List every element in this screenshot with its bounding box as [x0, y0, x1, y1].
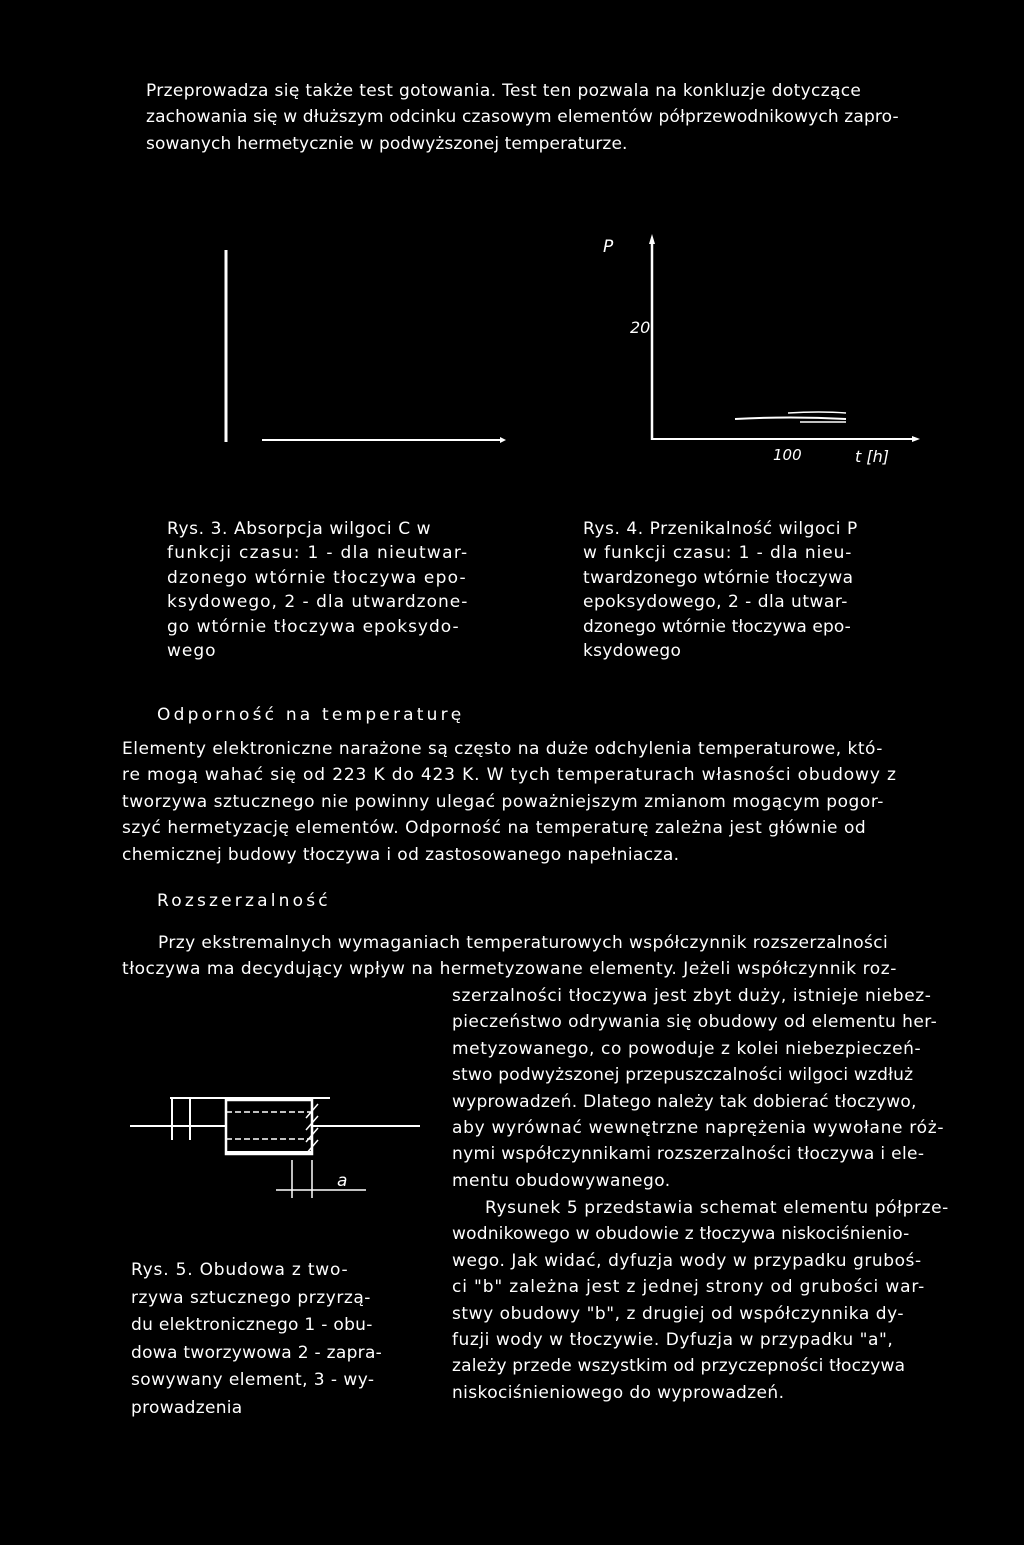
- body-line: tłoczywa ma decydujący wpływ na hermetyzowane elementy. Jeżeli współczynnik roz-: [122, 959, 897, 980]
- caption-line: funkcji czasu: 1 - dla nieutwar-: [167, 543, 469, 564]
- body-line: metyzowanego, co powoduje z kolei niebezpieczeń-: [452, 1038, 922, 1059]
- body-line: aby wyrównać wewnętrzne naprężenia wywołane róż-: [452, 1117, 945, 1138]
- body-line: Rysunek 5 przedstawia schemat elementu półprze-: [485, 1198, 949, 1218]
- body-line: zależy przede wszystkim od przyczepności tłoczywa: [452, 1356, 906, 1377]
- body-line: chemicznej budowy tłoczywa i od zastosowanego napełniacza.: [122, 844, 680, 865]
- body-line: ci "b" zależna jest z jednej strony od grubości war-: [452, 1277, 926, 1298]
- body-line: szyć hermetyzację elementów. Odporność na temperaturę zależna jest głównie od: [122, 818, 867, 839]
- caption-line: dzonego wtórnie tłoczywa epo-: [167, 567, 467, 588]
- caption-line: w funkcji czasu: 1 - dla nieu-: [583, 543, 853, 564]
- caption-line: go wtórnie tłoczywa epoksydo-: [167, 616, 460, 637]
- body-line: mentu obudowywanego.: [452, 1170, 671, 1191]
- body-line: Przy ekstremalnych wymaganiach temperaturowych współczynnik rozszerzalności: [158, 933, 889, 953]
- body-line: re mogą wahać się od 223 K do 423 K. W tych temperaturach własności obudowy z: [122, 765, 897, 786]
- intro-line: sowanych hermetycznie w podwyższonej temperaturze.: [146, 133, 628, 154]
- caption-line: epoksydowego, 2 - dla utwar-: [583, 592, 848, 613]
- fig4-x-tick: 100: [773, 446, 802, 464]
- caption-line: sowywany element, 3 - wy-: [131, 1370, 375, 1390]
- body-line: niskociśnieniowego do wyprowadzeń.: [452, 1382, 785, 1403]
- caption-line: twardzonego wtórnie tłoczywa: [583, 567, 854, 588]
- section-heading-temperature: Odporność na temperaturę: [157, 705, 465, 725]
- body-line: szerzalności tłoczywa jest zbyt duży, istnieje niebez-: [452, 986, 932, 1006]
- caption-line: Rys. 3. Absorpcja wilgoci C w: [167, 519, 432, 539]
- body-line: stwy obudowy "b", z drugiej od współczynnika dy-: [452, 1303, 905, 1324]
- caption-line: du elektronicznego 1 - obu-: [131, 1315, 373, 1335]
- body-line: pieczeństwo odrywania się obudowy od elementu her-: [452, 1012, 938, 1033]
- body-line: stwo podwyższonej przepuszczalności wilgoci wzdłuż: [452, 1065, 914, 1086]
- caption-line: Rys. 5. Obudowa z two-: [131, 1260, 349, 1280]
- fig4-x-label: t [h]: [855, 447, 889, 466]
- fig5-element-box: [226, 1100, 312, 1154]
- body-line: tworzywa sztucznego nie powinny ulegać poważniejszym zmianom mogącym pogor-: [122, 791, 884, 812]
- caption-line: Rys. 4. Przenikalność wilgoci P: [583, 519, 858, 539]
- caption-line: dowa tworzywowa 2 - zapra-: [131, 1342, 383, 1363]
- caption-line: wego: [167, 640, 217, 661]
- body-line: wyprowadzeń. Dlatego należy tak dobierać tłoczywo,: [452, 1091, 917, 1112]
- caption-fig-5: [131, 1257, 382, 1422]
- fig4-y-tick: 20: [630, 318, 651, 337]
- body-line: nymi współczynnikami rozszerzalności tłoczywa i ele-: [452, 1144, 925, 1165]
- intro-line: zachowania się w dłuższym odcinku czasowym elementów półprzewodnikowych zapro-: [146, 107, 899, 128]
- body-line: Elementy elektroniczne narażone są często na duże odchylenia temperaturowe, któ-: [122, 739, 883, 759]
- fig4-y-label: P: [603, 237, 614, 257]
- section-heading-expansion: Rozszerzalność: [157, 891, 331, 911]
- body-line: fuzji wody w tłoczywie. Dyfuzja w przypadku "a",: [452, 1329, 894, 1350]
- caption-line: rzywa sztucznego przyrzą-: [131, 1287, 371, 1308]
- intro-line: Przeprowadza się także test gotowania. Test ten pozwala na konkluzje dotyczące: [146, 81, 862, 101]
- body-line: wego. Jak widać, dyfuzja wody w przypadku gruboś-: [452, 1250, 922, 1271]
- fig5-label-a: a: [337, 1171, 348, 1191]
- caption-line: ksydowego, 2 - dla utwardzone-: [167, 592, 469, 613]
- caption-line: prowadzenia: [131, 1397, 243, 1418]
- caption-line: dzonego wtórnie tłoczywa epo-: [583, 616, 851, 637]
- body-line: wodnikowego w obudowie z tłoczywa niskociśnienio-: [452, 1224, 910, 1245]
- caption-line: ksydowego: [583, 640, 682, 661]
